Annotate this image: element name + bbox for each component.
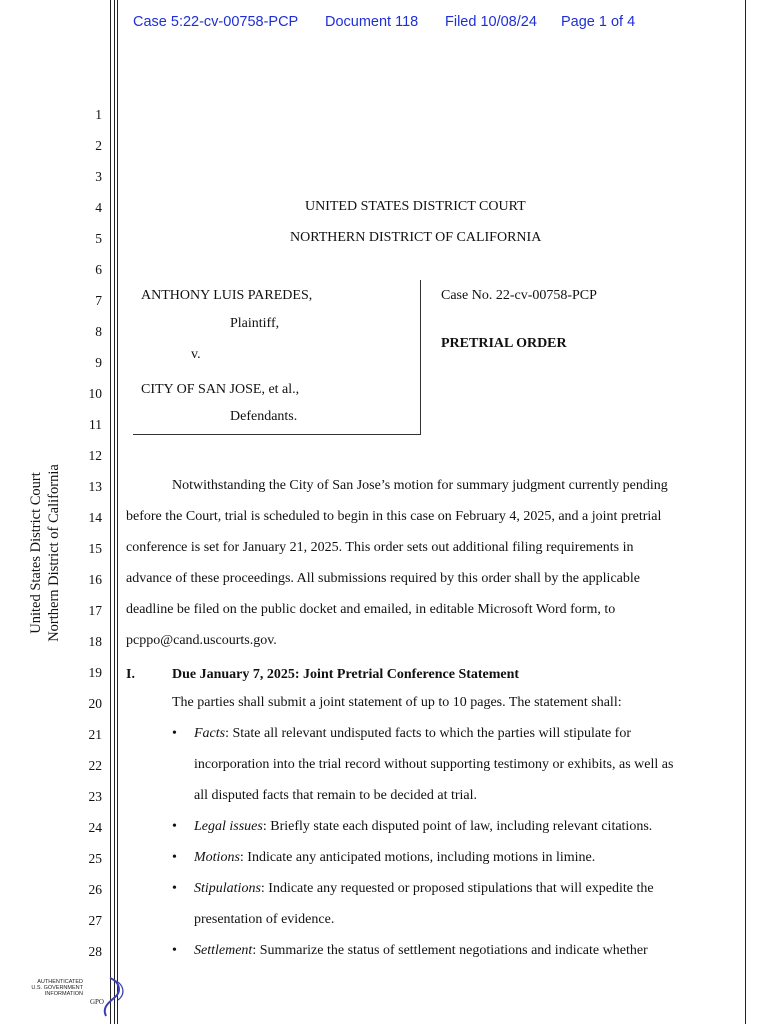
line-number: 21 bbox=[88, 727, 102, 742]
line-number: 24 bbox=[88, 820, 102, 835]
bullet-text: : Indicate any anticipated motions, including motions in limine. bbox=[239, 850, 596, 865]
bullet-term: Facts bbox=[194, 726, 226, 741]
section-number: I. bbox=[126, 667, 135, 682]
line-number: 11 bbox=[89, 417, 102, 432]
line-number: 23 bbox=[88, 789, 102, 804]
bullet-term: Motions bbox=[194, 850, 240, 865]
defendant-role: Defendants. bbox=[230, 409, 298, 424]
bullet-dot: • bbox=[172, 943, 177, 958]
line-number: 12 bbox=[88, 448, 102, 463]
line-number: 9 bbox=[95, 355, 102, 370]
left-margin-rule-inner-2 bbox=[117, 0, 118, 1024]
body-line: deadline be filed on the public docket and emailed, in editable Microsoft Word form, to bbox=[126, 602, 616, 617]
plaintiff-role: Plaintiff, bbox=[230, 316, 280, 331]
line-number: 26 bbox=[88, 882, 102, 897]
versus: v. bbox=[191, 347, 201, 362]
line-number: 14 bbox=[88, 510, 102, 525]
line-number: 3 bbox=[95, 169, 102, 184]
line-number: 15 bbox=[88, 541, 102, 556]
defendant-name: CITY OF SAN JOSE, et al., bbox=[141, 382, 300, 397]
line-number: 16 bbox=[88, 572, 102, 587]
logo-text-line-3: INFORMATION bbox=[44, 991, 83, 997]
bullet-dot: • bbox=[172, 881, 177, 896]
bullet-dot: • bbox=[172, 819, 177, 834]
line-number: 1 bbox=[95, 107, 102, 122]
line-number: 13 bbox=[88, 479, 102, 494]
line-number: 28 bbox=[88, 944, 102, 959]
bullet-text: : Briefly state each disputed point of law, including relevant citations. bbox=[262, 819, 653, 834]
section-title: Due January 7, 2025: Joint Pretrial Conference Statement bbox=[172, 667, 520, 682]
line-number: 22 bbox=[88, 758, 102, 773]
header-case-number: Case 5:22-cv-00758-PCP bbox=[133, 14, 299, 30]
line-number: 18 bbox=[88, 634, 102, 649]
bullet-item bbox=[194, 850, 595, 866]
body-line: pcppo@cand.uscourts.gov. bbox=[126, 633, 277, 648]
side-label-district: Northern District of California bbox=[46, 464, 62, 642]
bullet-dot: • bbox=[172, 850, 177, 865]
line-number: 2 bbox=[95, 138, 102, 153]
side-label-court: United States District Court bbox=[28, 472, 44, 634]
header-filed-date: Filed 10/08/24 bbox=[445, 14, 537, 30]
document-title: PRETRIAL ORDER bbox=[441, 336, 567, 351]
header-page-count: Page 1 of 4 bbox=[561, 14, 636, 30]
left-margin-rule-inner bbox=[114, 0, 115, 1024]
line-number: 5 bbox=[95, 231, 102, 246]
line-number: 8 bbox=[95, 324, 102, 339]
line-number: 27 bbox=[88, 913, 102, 928]
right-margin-rule bbox=[745, 0, 746, 1024]
bullet-item bbox=[194, 726, 631, 742]
logo-text-line-1: AUTHENTICATED bbox=[37, 979, 83, 985]
case-number: Case No. 22-cv-00758-PCP bbox=[441, 288, 597, 303]
line-number: 25 bbox=[88, 851, 102, 866]
bullet-item bbox=[194, 819, 652, 835]
court-district: NORTHERN DISTRICT OF CALIFORNIA bbox=[290, 230, 542, 245]
bullet-term: Legal issues bbox=[194, 819, 263, 834]
bullet-dot: • bbox=[172, 726, 177, 741]
body-line: advance of these proceedings. All submissions required by this order shall by the applicable bbox=[126, 571, 640, 586]
bullet-item bbox=[194, 881, 654, 897]
logo-text-line-4: GPO bbox=[89, 998, 104, 1006]
body-line: before the Court, trial is scheduled to begin in this case on February 4, 2025, and a joint pretrial bbox=[126, 509, 662, 524]
body-line: conference is set for January 21, 2025. This order sets out additional filing requirements in bbox=[126, 540, 634, 555]
line-number: 10 bbox=[88, 386, 102, 401]
line-number: 17 bbox=[88, 603, 102, 618]
line-number: 19 bbox=[88, 665, 102, 680]
eagle-icon bbox=[105, 978, 119, 1016]
header-document-number: Document 118 bbox=[325, 14, 419, 30]
line-number: 6 bbox=[95, 262, 102, 277]
bullet-item bbox=[194, 943, 648, 959]
line-number: 20 bbox=[88, 696, 102, 711]
bullet-continuation: presentation of evidence. bbox=[194, 912, 335, 927]
line-number: 4 bbox=[95, 200, 102, 215]
bullet-continuation: incorporation into the trial record without supporting testimony or exhibits, as well as bbox=[194, 757, 674, 772]
plaintiff-name: ANTHONY LUIS PAREDES, bbox=[141, 288, 313, 303]
bullet-text: : Indicate any requested or proposed stipulations that will expedite the bbox=[260, 881, 654, 896]
court-name: UNITED STATES DISTRICT COURT bbox=[305, 199, 526, 214]
bullet-term: Settlement bbox=[194, 943, 253, 958]
bullet-text: : Summarize the status of settlement negotiations and indicate whether bbox=[252, 943, 648, 958]
logo-text-line-2: U.S. GOVERNMENT bbox=[31, 985, 83, 991]
bullet-term: Stipulations bbox=[194, 881, 261, 896]
left-margin-rule bbox=[110, 0, 111, 1024]
section-intro: The parties shall submit a joint statement of up to 10 pages. The statement shall: bbox=[172, 695, 622, 710]
bullet-text: : State all relevant undisputed facts to which the parties will stipulate for bbox=[225, 726, 631, 741]
body-line: Notwithstanding the City of San Jose’s motion for summary judgment currently pending bbox=[172, 478, 668, 493]
line-number: 7 bbox=[95, 293, 102, 308]
bullet-continuation: all disputed facts that remain to be decided at trial. bbox=[194, 788, 478, 803]
gpo-authentication-logo bbox=[31, 974, 130, 1018]
